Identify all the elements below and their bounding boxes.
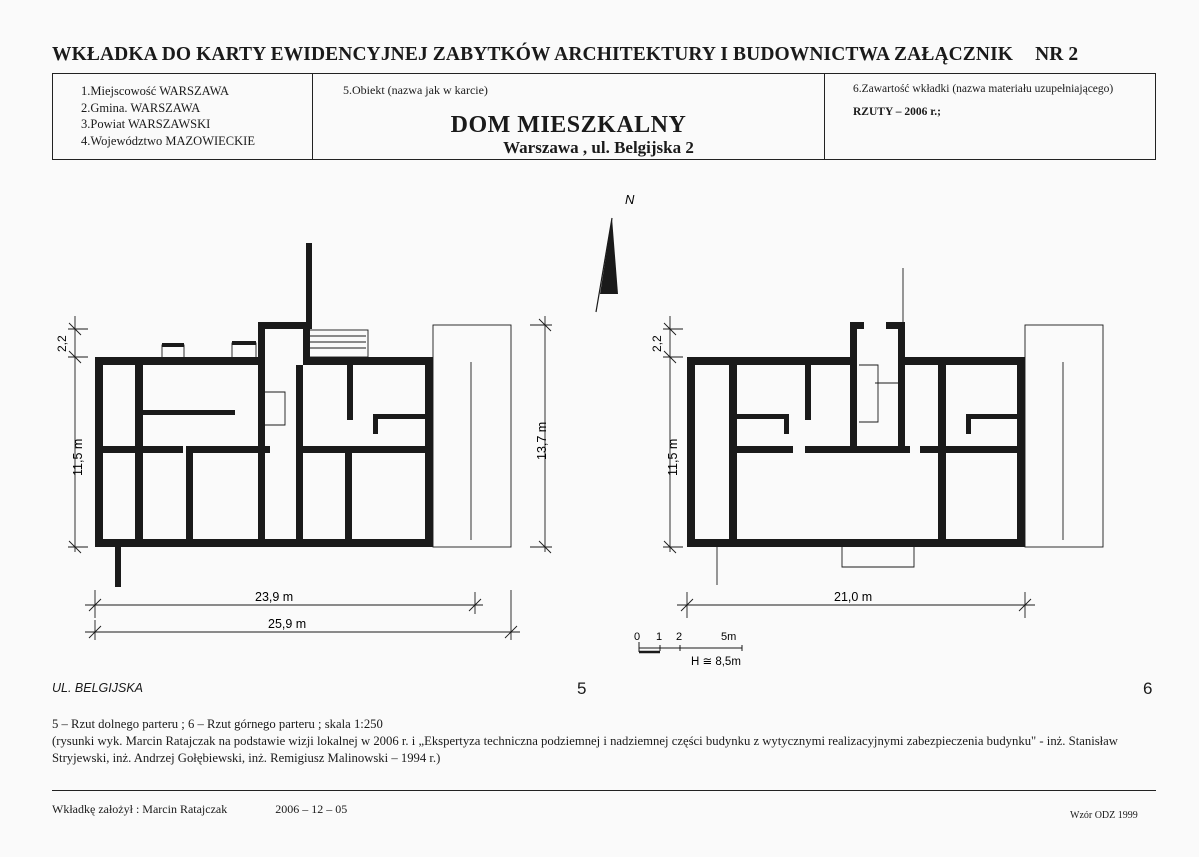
- scale-tick-2: 2: [676, 631, 683, 643]
- plan-5-dim-top: 2,2: [55, 335, 69, 352]
- scale-height-note: H ≅ 8,5m: [691, 656, 741, 668]
- plan-6-floor-plan: [687, 322, 1025, 547]
- wojewodztwo: 4.Województwo MAZOWIECKIE: [81, 133, 255, 148]
- object-address: Warszawa , ul. Belgijska 2: [503, 138, 694, 157]
- plan-5-dim-height: 11,5 m: [71, 438, 85, 476]
- plan-6-annexes: [717, 268, 1103, 585]
- footer-divider: [52, 790, 1156, 791]
- title-text: WKŁADKA DO KARTY EWIDENCYJNEJ ZABYTKÓW ARCHITEKTURY I BUDOWNICTWA ZAŁĄCZNIK: [52, 44, 1014, 65]
- plan-5-dim-width-2: 25,9 m: [268, 617, 307, 631]
- plan-5-dim-right: 13,7 m: [535, 421, 549, 460]
- scale-tick-5: 5m: [721, 631, 737, 643]
- caption: [52, 716, 1146, 767]
- plan-6-dim-width: 21,0 m: [834, 590, 873, 604]
- north-arrow-icon: [596, 218, 618, 312]
- footer-date: 2006 – 12 – 05: [275, 802, 348, 816]
- street-label: UL. BELGIJSKA: [52, 681, 144, 695]
- plan-5-number: 5: [577, 679, 587, 698]
- attachment-number: NR 2: [1035, 44, 1079, 65]
- plan-5-floor-plan: [95, 243, 433, 587]
- object-label: 5.Obiekt (nazwa jak w karcie): [343, 83, 488, 97]
- footer-author: Wkładkę założył : Marcin Ratajczak: [52, 802, 228, 816]
- footer: [52, 802, 347, 817]
- gmina: 2.Gmina. WARSZAWA: [81, 100, 201, 115]
- caption-line-1: 5 – Rzut dolnego parteru ; 6 – Rzut górnego parteru ; skala 1:250: [52, 717, 383, 731]
- scale-tick-1: 1: [656, 631, 663, 643]
- plan-6-dim-top: 2,2: [650, 335, 664, 352]
- plan-6-number: 6: [1143, 679, 1153, 698]
- object-name: DOM MIESZKALNY: [450, 112, 687, 138]
- contents-value: RZUTY – 2006 r.;: [853, 106, 941, 118]
- plan-5-dim-width-1: 23,9 m: [255, 590, 294, 604]
- form-version: Wzór ODZ 1999: [1070, 810, 1138, 821]
- miejscowosc: 1.Miejscowość WARSZAWA: [81, 84, 230, 98]
- scale-bar: [639, 642, 742, 652]
- caption-line-2: (rysunki wyk. Marcin Ratajczak na podstawie wizji lokalnej w 2006 r. i „Ekspertyza techniczna podziemnej i nadziemnej części budynku z wytycznymi realizacyjnymi zabezpieczenia budynku" - inż. Stanisław Stryjewski, inż. Andrzej Gołębiewski, inż. Remigiusz Malinowski – 1994 r.): [52, 734, 1118, 765]
- contents-label: 6.Zawartość wkładki (nazwa materiału uzupełniającego): [853, 83, 1114, 95]
- powiat: 3.Powiat WARSZAWSKI: [81, 117, 211, 131]
- north-label: N: [625, 192, 635, 207]
- plan-6-dim-height: 11,5 m: [666, 438, 680, 476]
- scale-tick-0: 0: [634, 631, 641, 643]
